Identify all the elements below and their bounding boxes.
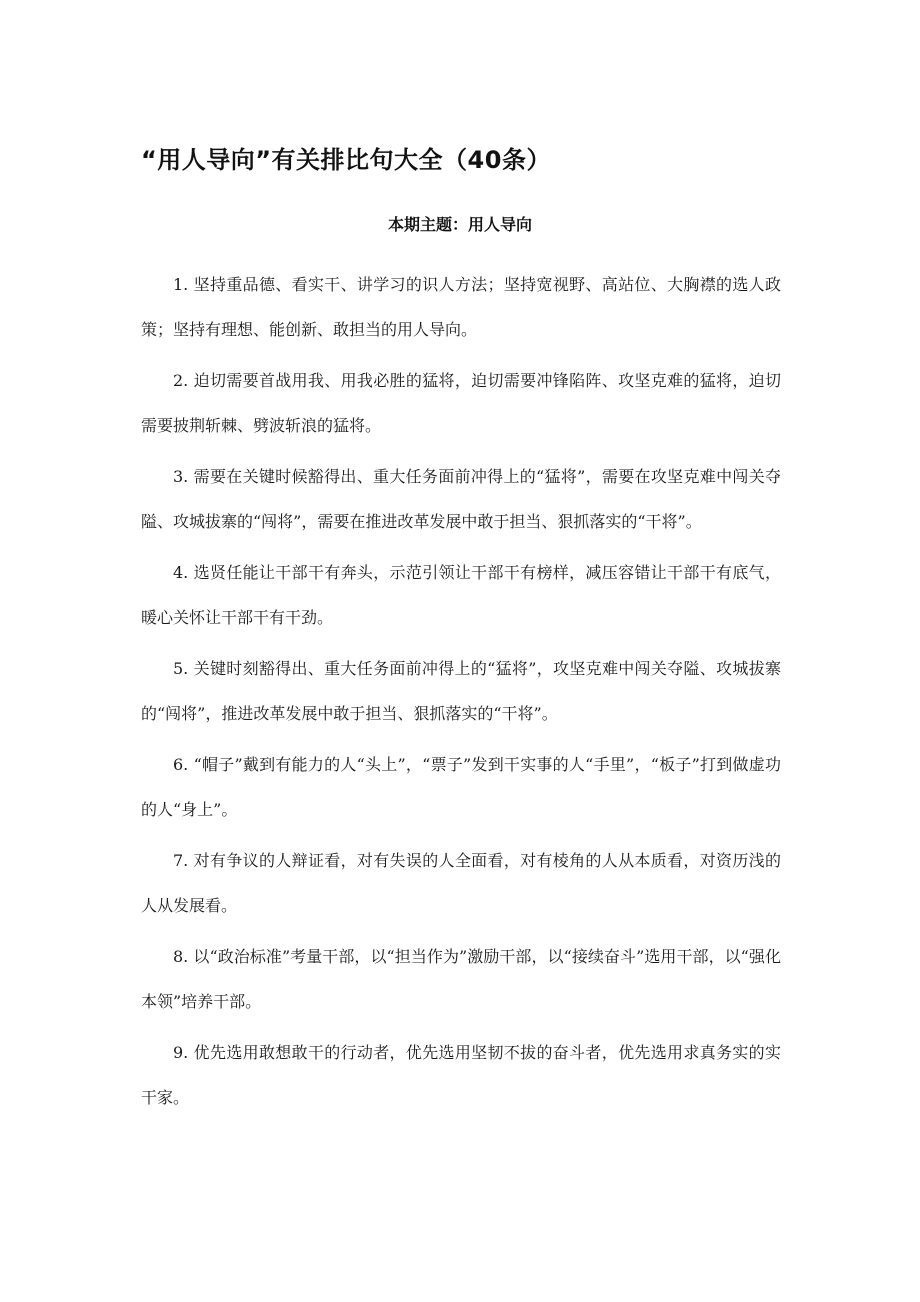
sentence-item-3: 3. 需要在关键时候豁得出、重大任务面前冲得上的“猛将”，需要在攻坚克难中闯关夺隘、攻城拔寨的“闯将”，需要在推进改革发展中敢于担当、狠抓落实的“干将”。 [141,467,781,531]
sentence-item-6: 6. “帽子”戴到有能力的人“头上”，“票子”发到干实事的人“手里”，“板子”打到做虚功的人“身上”。 [141,755,781,819]
sentence-item-4: 4. 选贤任能让干部干有奔头，示范引领让干部干有榜样，减压容错让干部干有底气，暖心关怀让干部干有干劲。 [141,563,781,627]
document-title: “用人导向”有关排比句大全（40条） [141,146,551,174]
sentence-item-9: 9. 优先选用敢想敢干的行动者，优先选用坚韧不拔的奋斗者，优先选用求真务实的实干家。 [141,1043,781,1107]
sentence-list [141,262,781,1126]
sentence-item-5: 5. 关键时刻豁得出、重大任务面前冲得上的“猛将”，攻坚克难中闯关夺隘、攻城拔寨的“闯将”，推进改革发展中敢于担当、狠抓落实的“干将”。 [141,659,781,723]
document-subtitle: 本期主题：用人导向 [387,215,532,234]
sentence-item-2: 2. 迫切需要首战用我、用我必胜的猛将，迫切需要冲锋陷阵、攻坚克难的猛将，迫切需要披荆斩棘、劈波斩浪的猛将。 [141,371,781,435]
sentence-item-1: 1. 坚持重品德、看实干、讲学习的识人方法；坚持宽视野、高站位、大胸襟的选人政策；坚持有理想、能创新、敢担当的用人导向。 [141,275,781,339]
sentence-item-8: 8. 以“政治标准”考量干部，以“担当作为”激励干部，以“接续奋斗”选用干部，以“强化本领”培养干部。 [141,947,781,1011]
sentence-item-7: 7. 对有争议的人辩证看，对有失误的人全面看，对有棱角的人从本质看，对资历浅的人从发展看。 [141,851,781,915]
